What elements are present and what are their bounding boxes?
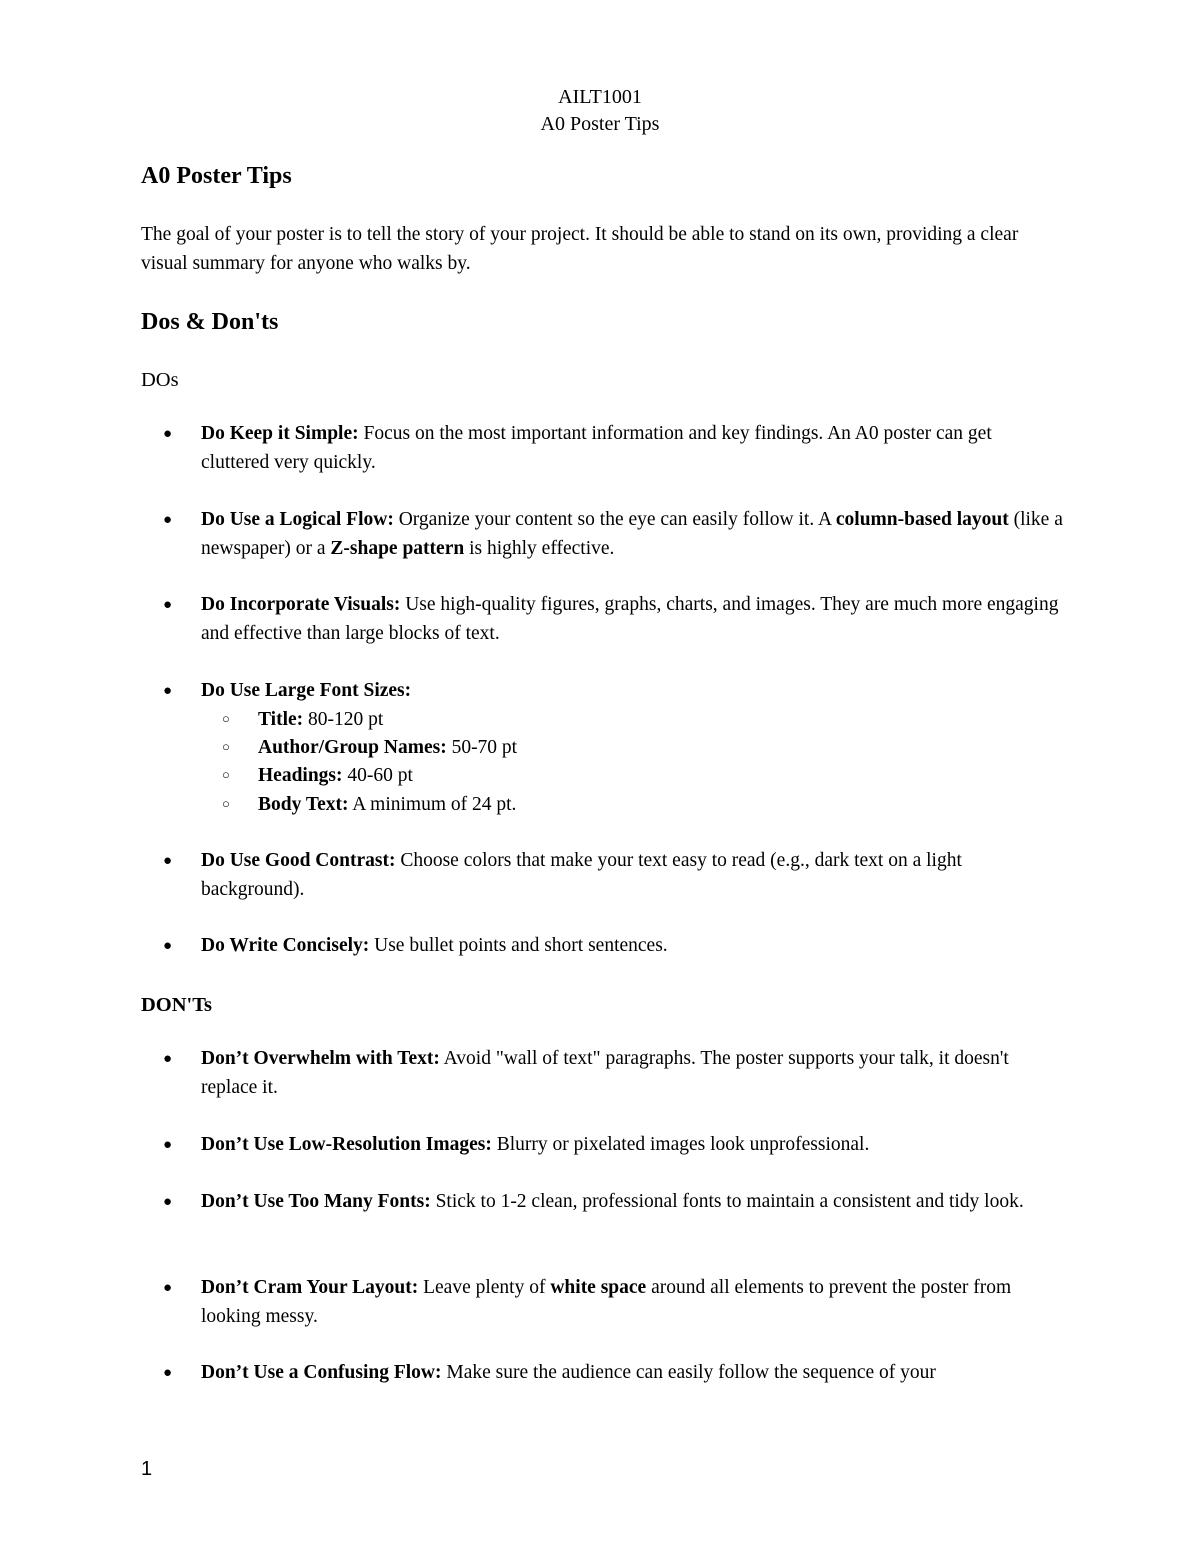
donts-heading: DON'Ts <box>141 994 213 1016</box>
item-emphasis: column-based layout <box>835 509 1009 530</box>
intro-paragraph: The goal of your poster is to tell the story of your project. It should be able to stand on its own, providing a clear visual summary for anyone who walks by. <box>141 224 1019 274</box>
list-item <box>163 1045 1063 1102</box>
sub-bullet-icon: ○ <box>222 739 230 754</box>
sub-list-item <box>222 790 516 820</box>
item-label: Do Use Good Contrast: <box>201 850 396 871</box>
page-title: A0 Poster Tips <box>141 163 292 189</box>
sub-bullet-icon: ○ <box>222 796 230 811</box>
list-item <box>163 1188 1063 1217</box>
item-label: Do Incorporate Visuals: <box>201 594 401 615</box>
item-text: Avoid "wall of text" paragraphs. The poster supports your talk, it doesn't replace it. <box>201 1048 1009 1098</box>
item-label: Don’t Use a Confusing Flow: <box>201 1362 442 1383</box>
item-emphasis: white space <box>550 1277 647 1298</box>
sub-item-text: 80-120 pt <box>303 709 384 730</box>
item-label: Do Use a Logical Flow: <box>201 509 394 530</box>
item-label: Do Write Concisely: <box>201 935 370 956</box>
sub-item-label: Author/Group Names: <box>258 737 447 758</box>
item-label: Do Keep it Simple: <box>201 423 359 444</box>
item-text: Stick to 1-2 clean, professional fonts to maintain a consistent and tidy look. <box>430 1191 1024 1212</box>
item-text: Choose colors that make your text easy to read (e.g., dark text on a light background). <box>201 850 962 900</box>
sub-list-item <box>222 761 413 791</box>
bullet-icon: ● <box>163 597 173 613</box>
item-label: Don’t Overwhelm with Text: <box>201 1048 440 1069</box>
item-text: Focus on the most important information and key findings. An A0 poster can get cluttered very quickly. <box>201 423 992 473</box>
bullet-icon: ● <box>163 853 173 869</box>
bullet-icon: ● <box>163 1365 173 1381</box>
header-subtitle: A0 Poster Tips <box>540 113 660 135</box>
sub-list-item <box>222 705 383 735</box>
bullet-icon: ● <box>163 1137 173 1153</box>
list-item <box>163 677 1063 706</box>
bullet-icon: ● <box>163 426 173 442</box>
list-item <box>163 1359 1063 1388</box>
item-text: Use high-quality figures, graphs, charts, and images. They are much more engaging and effective than large blocks of text. <box>201 594 1059 644</box>
bullet-icon: ● <box>163 1194 173 1210</box>
item-text: (like a newspaper) or a <box>201 509 1063 559</box>
item-text: Organize your content so the eye can easily follow it. A <box>393 509 836 530</box>
sub-item-label: Headings: <box>258 765 343 786</box>
item-emphasis: Z-shape pattern <box>330 537 465 559</box>
list-item <box>163 591 1063 648</box>
bullet-icon: ● <box>163 938 173 954</box>
item-label: Do Use Large Font Sizes: <box>201 680 412 701</box>
list-item <box>163 847 1063 904</box>
bullet-icon: ● <box>163 1051 173 1067</box>
sub-bullet-icon: ○ <box>222 767 230 782</box>
sub-item-text: 50-70 pt <box>446 737 518 758</box>
section-heading: Dos & Don'ts <box>141 309 279 335</box>
list-item <box>163 420 1063 477</box>
item-text: Blurry or pixelated images look unprofessional. <box>491 1134 870 1155</box>
item-text: Leave plenty of <box>418 1277 551 1298</box>
dos-heading: DOs <box>141 369 179 391</box>
bullet-icon: ● <box>163 512 173 528</box>
item-text: Use bullet points and short sentences. <box>369 935 668 956</box>
page-number: 1 <box>141 1458 153 1480</box>
list-item <box>163 506 1063 563</box>
sub-list-item <box>222 733 517 763</box>
sub-bullet-icon: ○ <box>222 711 230 726</box>
bullet-icon: ● <box>163 1280 173 1296</box>
item-label: Don’t Use Too Many Fonts: <box>201 1191 431 1212</box>
header-course: AILT1001 <box>558 86 642 108</box>
sub-item-label: Body Text: <box>258 794 349 815</box>
sub-item-text: 40-60 pt <box>342 765 413 786</box>
item-text: Make sure the audience can easily follow the sequence of your <box>441 1362 936 1383</box>
sub-item-text: A minimum of 24 pt. <box>348 794 517 815</box>
sub-item-label: Title: <box>258 709 304 730</box>
item-text: around all elements to prevent the poster from looking messy. <box>201 1277 1012 1327</box>
list-item <box>163 932 1063 961</box>
list-item <box>163 1274 1063 1331</box>
list-item <box>163 1131 1063 1160</box>
bullet-icon: ● <box>163 683 173 699</box>
item-text: is highly effective. <box>464 537 615 559</box>
item-label: Don’t Use Low-Resolution Images: <box>201 1134 492 1155</box>
item-label: Don’t Cram Your Layout: <box>201 1277 419 1298</box>
